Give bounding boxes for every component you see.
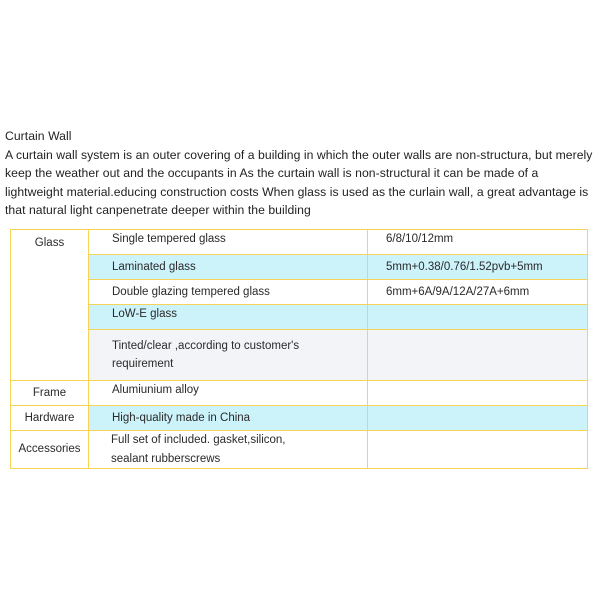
- table-row: [11, 381, 588, 406]
- item-cell: [89, 330, 368, 381]
- table-row: [11, 230, 588, 255]
- item-label: Laminated glass: [112, 260, 196, 273]
- item-label: LoW-E glass: [112, 307, 177, 320]
- intro-paragraph-line-4: that natural light canpenetrate deeper within the building: [5, 203, 311, 217]
- value-cell: [368, 280, 588, 305]
- category-accessories: Accessories: [11, 431, 89, 469]
- table-row: [11, 330, 588, 381]
- section-title: Curtain Wall: [5, 129, 72, 143]
- value-cell: [368, 230, 588, 255]
- value-label: 6mm+6A/9A/12A/27A+6mm: [386, 285, 530, 298]
- value-label: 5mm+0.38/0.76/1.52pvb+5mm: [386, 260, 543, 273]
- intro-section: [5, 127, 600, 220]
- value-cell: [368, 305, 588, 330]
- item-cell: [89, 305, 368, 330]
- table-row: [11, 280, 588, 305]
- table-row: [11, 431, 588, 469]
- intro-paragraph-line-3: lightweight material.educing construction costs When glass is used as the curlain wall, a great advantage is: [5, 184, 589, 199]
- item-cell: [89, 381, 368, 406]
- item-label-line-2: sealant rubberscrews: [111, 452, 221, 465]
- item-cell: [89, 230, 368, 255]
- table-row: [11, 255, 588, 280]
- item-cell: [89, 406, 368, 431]
- table-row: [11, 305, 588, 330]
- intro-paragraph-line-1: A curtain wall system is an outer covering of a building in which the outer walls are non-structura, but merely: [5, 147, 593, 162]
- item-label-line-2: requirement: [112, 358, 174, 370]
- value-cell: [368, 381, 588, 406]
- item-label-line-1: Tinted/clear ,according to customer's: [112, 339, 300, 352]
- item-label: High-quality made in China: [112, 411, 251, 424]
- value-cell: [368, 406, 588, 431]
- item-cell: [89, 431, 368, 469]
- item-label: Double glazing tempered glass: [112, 285, 270, 298]
- category-hardware: Hardware: [11, 406, 89, 431]
- category-frame: Frame: [11, 381, 89, 406]
- value-cell: [368, 255, 588, 280]
- item-label: Single tempered glass: [112, 232, 226, 245]
- value-cell: [368, 431, 588, 469]
- item-cell: [89, 255, 368, 280]
- item-label-line-1: Full set of included. gasket,silicon,: [111, 434, 286, 446]
- table-row: [11, 406, 588, 431]
- value-cell: [368, 330, 588, 381]
- intro-paragraph-line-2: keep the weather out and the occupants in As the curtain wall is non-structural it can be made of a: [5, 166, 539, 180]
- value-label: 6/8/10/12mm: [386, 232, 454, 245]
- category-glass: Glass: [11, 230, 89, 381]
- item-label: Alumiunium alloy: [112, 383, 199, 396]
- item-cell: [89, 280, 368, 305]
- spec-table: [10, 229, 588, 469]
